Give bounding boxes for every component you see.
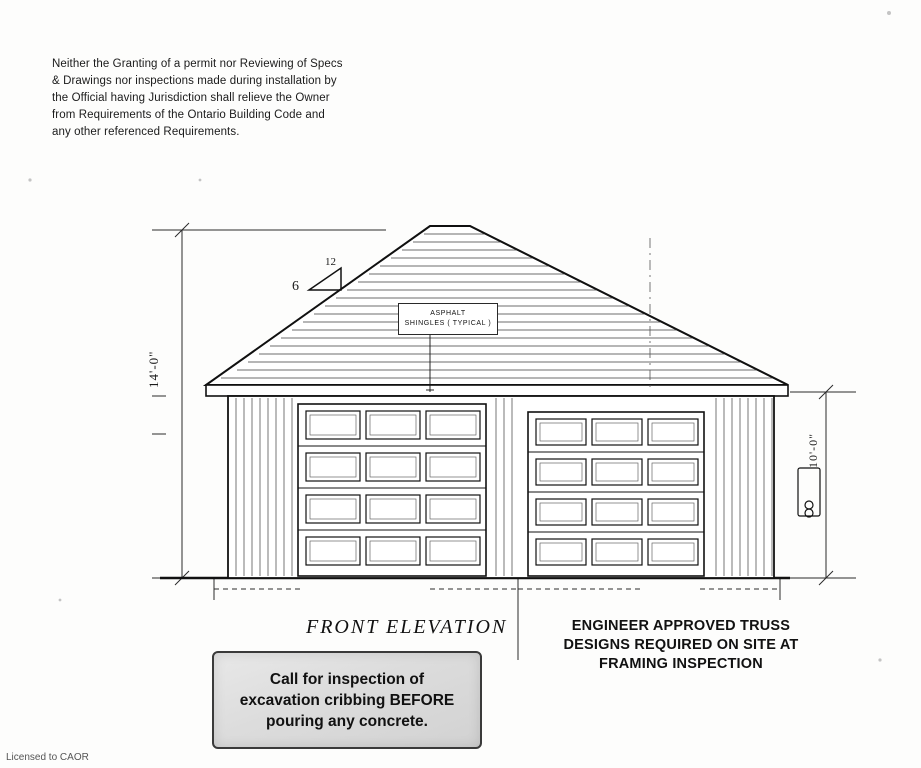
disclaimer-line: any other referenced Requirements. [52,126,240,138]
asphalt-shingles-callout [398,303,498,335]
callout-line-2: SHINGLES ( TYPICAL ) [404,320,492,327]
disclaimer-line: from Requirements of the Ontario Building Code and [52,109,325,121]
disclaimer-line: the Official having Jurisdiction shall relieve the Owner [52,92,330,104]
overall-height-dimension-label: 14'-0" [146,350,161,388]
stamp-line: pouring any concrete. [266,712,428,730]
page-title: FRONT ELEVATION [306,616,508,638]
inspection-stamp [212,651,482,749]
roof-pitch-rise-label: 6 [292,279,299,294]
callout-line-1: ASPHALT [430,310,466,317]
disclaimer-line: Neither the Granting of a permit nor Reviewing of Specs [52,58,343,70]
license-watermark: Licensed to CAOR [6,752,89,763]
stamp-line: Call for inspection of [269,670,425,688]
roof-pitch-run-label: 12 [325,256,336,268]
truss-note-line: FRAMING INSPECTION [599,656,763,672]
truss-design-note [556,617,806,674]
wall-height-dimension-label: 10'-0" [806,432,820,468]
disclaimer-line: & Drawings nor inspections made during installation by [52,75,337,87]
stamp-line: excavation cribbing BEFORE [239,691,455,709]
truss-note-line: DESIGNS REQUIRED ON SITE AT [563,637,799,653]
truss-note-line: ENGINEER APPROVED TRUSS [571,618,791,634]
